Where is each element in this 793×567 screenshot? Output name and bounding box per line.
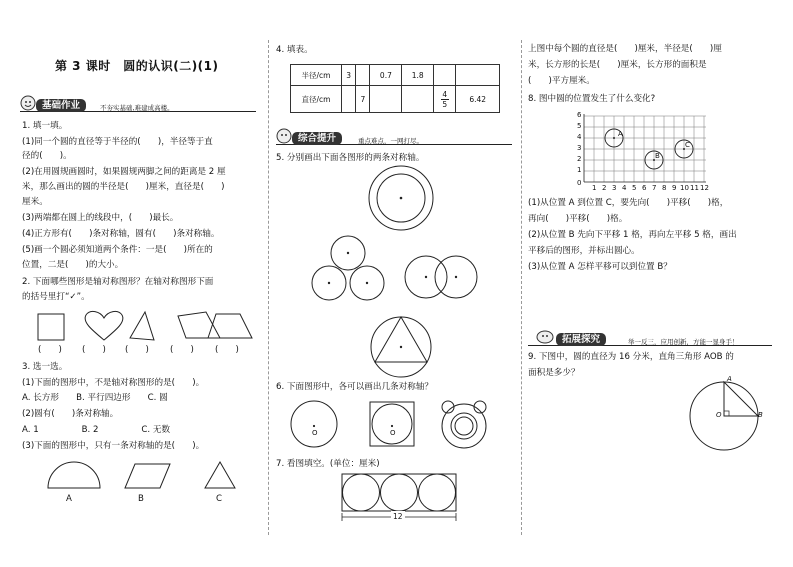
q1-line: 径的( )。 bbox=[22, 151, 72, 161]
q2-line: 2. 下面哪些图形是轴对称图形？在轴对称图形下面 bbox=[22, 277, 214, 287]
q7-text: 7. 看图填空。(单位：厘米) bbox=[276, 459, 380, 469]
q4-table bbox=[290, 64, 500, 113]
circle-label: C bbox=[685, 141, 690, 149]
x-tick: 10 bbox=[680, 184, 689, 192]
circle-shape bbox=[419, 474, 456, 511]
q7-cont-line: ( )平方厘米。 bbox=[528, 76, 595, 86]
table-cell[interactable] bbox=[342, 86, 356, 113]
two-circles-figure bbox=[405, 256, 477, 298]
section-note: 举一反三，应用创新，方能一显身手！ bbox=[628, 338, 739, 346]
q1-line: (1)同一个圆的直径等于半径的( )，半径等于直 bbox=[22, 137, 213, 147]
y-tick: 5 bbox=[577, 122, 582, 130]
y-tick: 0 bbox=[577, 179, 582, 187]
parallelogram-shape bbox=[125, 464, 170, 488]
q1-head: 1. 填一填。 bbox=[22, 121, 68, 131]
q1-line: (4)正方形有( )条对称轴，圆有( )条对称轴。 bbox=[22, 229, 220, 239]
point-label: B bbox=[758, 411, 763, 419]
heart-shape bbox=[85, 311, 123, 340]
q1-line: (2)在用圆规画圆时，如果圆规两脚之间的距离是 2 厘 bbox=[22, 167, 226, 177]
option-label: A bbox=[66, 494, 72, 504]
section-note: 重点难点，一网打尽。 bbox=[358, 137, 423, 145]
answer-bracket[interactable]: ( ) bbox=[38, 345, 62, 355]
q9-figure bbox=[688, 380, 778, 460]
option-label: C bbox=[216, 494, 223, 504]
quadrilateral-shape bbox=[178, 312, 220, 338]
square-shape bbox=[38, 314, 64, 340]
y-tick: 4 bbox=[577, 133, 582, 141]
q8-head: 8. 图中圆的位置发生了什么变化? bbox=[528, 94, 656, 104]
q3-line: (1)下面的图形中，不是轴对称图形的是( )。 bbox=[22, 378, 205, 388]
section-note: 不夯实基础,难建成高楼。 bbox=[100, 104, 174, 112]
right-angle-mark bbox=[724, 411, 729, 416]
q7-cont-line: 米，长方形的长是( )厘米，长方形的面积是 bbox=[528, 60, 707, 70]
x-tick: 5 bbox=[632, 184, 637, 192]
q3-line: (2)圆有( )条对称轴。 bbox=[22, 409, 119, 419]
q8-line: (2)从位置 B 先向下平移 1 格，再向左平移 5 格，画出 bbox=[528, 230, 737, 240]
y-tick: 2 bbox=[577, 155, 582, 163]
circle-label: A bbox=[618, 130, 623, 138]
table-cell[interactable] bbox=[402, 86, 434, 113]
table-cell-fraction bbox=[434, 86, 456, 113]
table-cell: 1.8 bbox=[402, 65, 434, 86]
circle-figure bbox=[291, 401, 337, 447]
answer-bracket[interactable]: ( ) bbox=[82, 345, 106, 355]
q6-text: 6. 下面图形中，各可以画出几条对称轴？ bbox=[276, 382, 434, 392]
table-cell[interactable] bbox=[356, 65, 370, 86]
q8-line: (3)从位置 A 怎样平移可以到位置 B？ bbox=[528, 262, 672, 272]
answer-bracket[interactable]: ( ) bbox=[215, 345, 239, 355]
table-cell: 半径/cm bbox=[291, 65, 342, 86]
triangle-in-circle-figure bbox=[371, 317, 431, 377]
q2-shapes bbox=[30, 308, 270, 348]
q1-line: 位置，二是( )的大小。 bbox=[22, 260, 124, 270]
page-title: 第 3 课时 圆的认识(二)(1) bbox=[55, 59, 219, 73]
y-tick: 1 bbox=[577, 166, 582, 174]
q3-head: 3. 选一选。 bbox=[22, 362, 68, 372]
circle-in-square-figure bbox=[370, 402, 414, 446]
table-cell: 0.7 bbox=[370, 65, 402, 86]
point-label: A bbox=[727, 375, 732, 383]
answer-bracket[interactable]: ( ) bbox=[125, 345, 149, 355]
x-tick: 6 bbox=[642, 184, 647, 192]
mascot-icon bbox=[536, 329, 554, 345]
point-label: O bbox=[716, 411, 722, 419]
q3-options: A. 长方形 B. 平行四边形 C. 圆 bbox=[22, 393, 168, 403]
dimension-label: 12 bbox=[393, 512, 403, 521]
x-tick: 7 bbox=[652, 184, 657, 192]
section-label: 综合提升 bbox=[292, 132, 342, 145]
mascot-icon bbox=[276, 128, 292, 144]
triangle-shape bbox=[130, 312, 154, 340]
q2-line: 的括号里打“✓”。 bbox=[22, 292, 90, 302]
x-tick: 3 bbox=[612, 184, 617, 192]
option-label: B bbox=[138, 494, 144, 504]
three-circles-figure bbox=[312, 236, 384, 300]
x-tick: 9 bbox=[672, 184, 677, 192]
mascot-icon bbox=[20, 95, 36, 111]
q3-options: A. 1 B. 2 C. 无数 bbox=[22, 425, 171, 435]
y-tick: 3 bbox=[577, 144, 582, 152]
fraction-numerator: 4 bbox=[442, 89, 448, 99]
table-cell: 直径/cm bbox=[291, 86, 342, 113]
q1-line: (3)两端都在圆上的线段中，( )最长。 bbox=[22, 213, 179, 223]
mouse-ears-figure bbox=[442, 401, 486, 448]
table-row bbox=[291, 86, 500, 113]
y-tick: 6 bbox=[577, 111, 582, 119]
table-cell: 7 bbox=[356, 86, 370, 113]
q1-line: 厘米。 bbox=[22, 197, 48, 207]
x-tick: 4 bbox=[622, 184, 627, 192]
table-cell[interactable] bbox=[434, 65, 456, 86]
x-tick: 2 bbox=[602, 184, 607, 192]
center-label: O bbox=[390, 429, 396, 437]
q3-shapes bbox=[45, 458, 275, 498]
concentric-circles-figure bbox=[369, 166, 433, 230]
q5-figures bbox=[276, 165, 516, 380]
q7-cont-line: 上图中每个圆的直径是( )厘米，半径是( )厘 bbox=[528, 44, 722, 54]
q9-line: 9. 下图中，圆的直径为 16 分米，直角三角形 AOB 的 bbox=[528, 352, 734, 362]
circle-shape bbox=[343, 474, 380, 511]
q4-head: 4. 填表。 bbox=[276, 45, 313, 55]
q8-line: 再向( )平移( )格。 bbox=[528, 214, 628, 224]
x-tick: 1 bbox=[592, 184, 597, 192]
q1-line: 米，那么画出的圆的半径是( )厘米，直径是( ) bbox=[22, 182, 225, 192]
trapezoid-shape bbox=[208, 314, 252, 338]
triangle-shape bbox=[205, 462, 235, 488]
circle-label: B bbox=[655, 152, 660, 160]
q3-line: (3)下面的图形中，只有一条对称轴的是( )。 bbox=[22, 441, 205, 451]
answer-bracket[interactable]: ( ) bbox=[170, 345, 194, 355]
table-cell: 3 bbox=[342, 65, 356, 86]
rectangle-shape bbox=[342, 474, 456, 511]
q1-line: (5)画一个圆必须知道两个条件：一是( )所在的 bbox=[22, 245, 213, 255]
q8-line: (1)从位置 A 到位置 C，要先向( )平移( )格， bbox=[528, 198, 729, 208]
table-cell: 6.42 bbox=[456, 86, 500, 113]
x-tick: 8 bbox=[662, 184, 667, 192]
section-label: 拓展探究 bbox=[556, 333, 606, 346]
fraction-denominator: 5 bbox=[442, 99, 448, 109]
q7-figure bbox=[340, 472, 470, 522]
q8-line: 平移后的图形，并标出圆心。 bbox=[528, 246, 640, 256]
table-cell[interactable] bbox=[370, 86, 402, 113]
q5-text: 5. 分别画出下面各图形的两条对称轴。 bbox=[276, 153, 425, 163]
semicircle-shape bbox=[48, 462, 100, 488]
circle-shape bbox=[381, 474, 418, 511]
x-tick: 11 bbox=[690, 184, 699, 192]
center-label: O bbox=[312, 429, 318, 437]
q6-figures bbox=[276, 396, 516, 454]
table-cell[interactable] bbox=[456, 65, 500, 86]
section-label: 基础作业 bbox=[36, 99, 86, 112]
column-divider bbox=[521, 40, 522, 535]
x-tick: 12 bbox=[700, 184, 709, 192]
table-row bbox=[291, 65, 500, 86]
q9-line: 面积是多少？ bbox=[528, 368, 580, 378]
